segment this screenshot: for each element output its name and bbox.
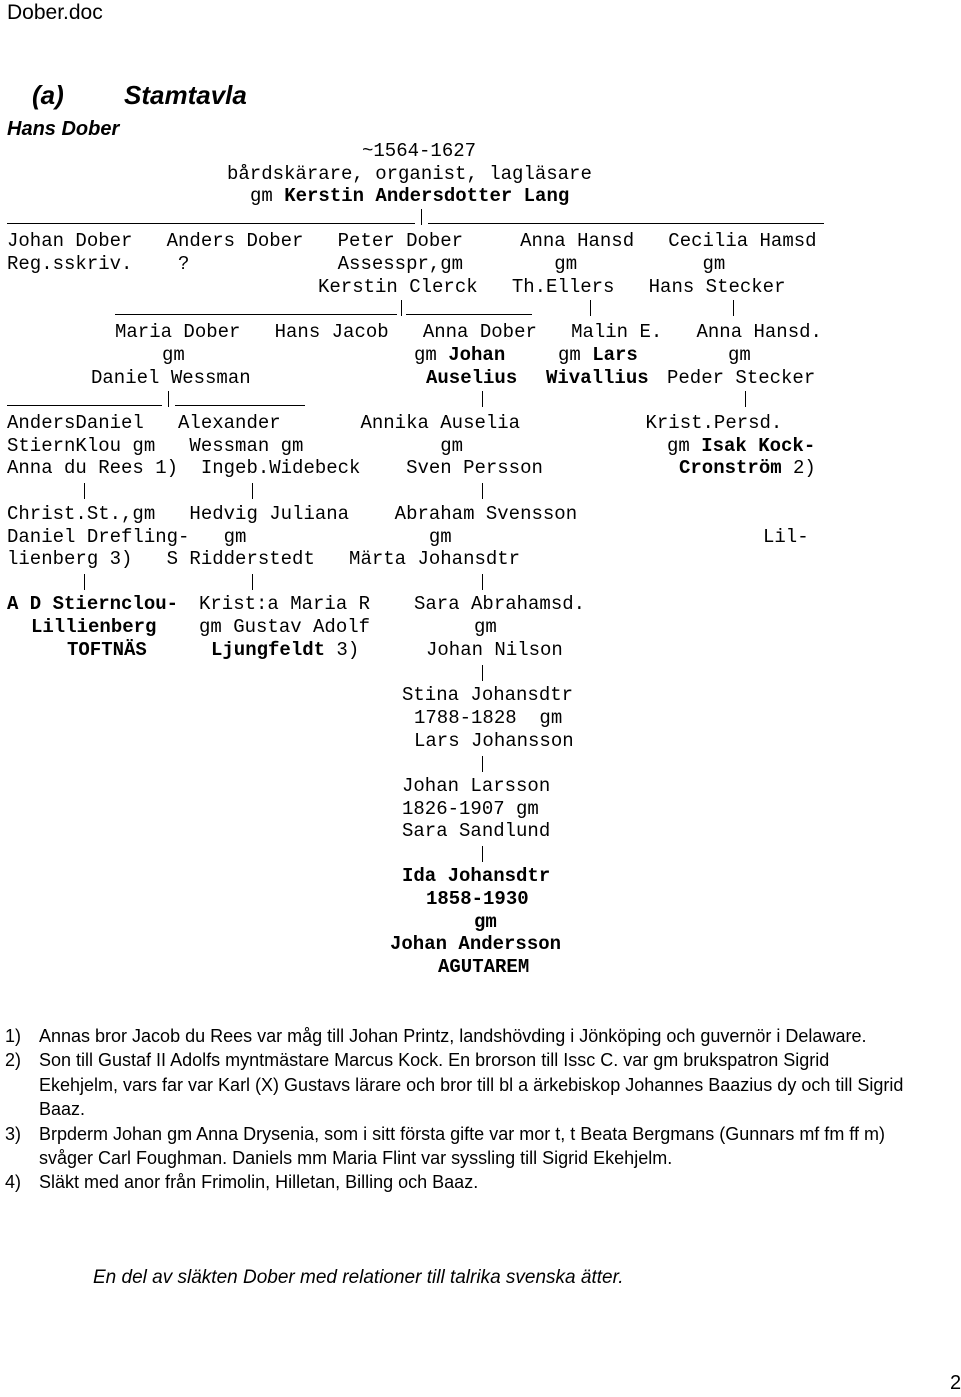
gen4-kock-gm: gm — [667, 435, 690, 457]
gen6-b-line2: gm Gustav Adolf — [199, 616, 371, 638]
root-spouse — [250, 185, 569, 208]
gen3-c-gm: gm — [558, 344, 581, 366]
gen3-c-spouse — [558, 344, 638, 367]
gen7-line3: Lars Johansson — [414, 730, 574, 752]
tree-connector — [482, 756, 483, 772]
tree-connector — [252, 574, 253, 590]
tree-connector — [421, 209, 422, 225]
gen6-b-line1: Krist:a Maria R — [199, 593, 371, 615]
gen4-gm-row: StiernKlou gm Wessman gm gm — [7, 435, 464, 457]
footnote — [5, 1170, 905, 1194]
tree-connector — [168, 391, 169, 407]
footnote-number: 1) — [5, 1026, 22, 1046]
gen9-line3: gm — [474, 911, 497, 933]
gen6-a-line2: Lillienberg — [31, 616, 157, 638]
gen5-lil: Lil- — [763, 526, 809, 548]
footnote — [5, 1024, 905, 1048]
gen2-notes: Reg.sskriv. ? Assesspr,gm gm gm — [7, 253, 726, 275]
tree-connector — [482, 391, 483, 407]
gen7-line2: 1788-1828 gm — [414, 707, 563, 729]
gen8-line1: Johan Larsson — [402, 775, 551, 797]
gen8-line2: 1826-1907 gm — [402, 798, 539, 820]
gen3-names: Maria Dober Hans Jacob Anna Dober Malin E. Anna Hansd. — [115, 321, 822, 343]
gen5-gm-row: Daniel Drefling- gm gm — [7, 526, 452, 548]
gen6-b-footnote-ref: 3) — [325, 639, 360, 661]
gen3-b-gm: gm — [414, 344, 437, 366]
gen9-line2: 1858-1930 — [426, 888, 529, 910]
tree-connector — [175, 405, 305, 406]
tree-connector — [252, 483, 253, 499]
root-spouse-gm: gm — [250, 185, 273, 207]
root-occupation: bårdskärare, organist, lagläsare — [227, 163, 592, 185]
section-title: Stamtavla — [124, 80, 247, 110]
gen4-kock-name: Isak Kock- — [701, 435, 816, 457]
document-filename: Dober.doc — [7, 1, 103, 24]
gen4-cronstrom — [679, 457, 816, 480]
footnote-number: 3) — [5, 1123, 22, 1144]
gen5-names: Christ.St.,gm Hedvig Juliana Abraham Svensson — [7, 503, 578, 525]
footnote-text: Son till Gustaf II Adolfs myntmästare Marcus Kock. En brorson till Issc C. var gm brukspatron Sigrid Ekehjelm, vars far var Karl (X) Gustavs lärare och bror till bl a ärkebiskop Johannes Baazius dy och till Sigrid Baaz. — [39, 1050, 904, 1120]
footnote — [5, 1122, 905, 1171]
gen2-names: Johan Dober Anders Dober Peter Dober Anna Hansd Cecilia Hamsd — [7, 230, 817, 252]
figure-caption: En del av släkten Dober med relationer till talrika svenska ätter. — [93, 1267, 624, 1288]
footnotes — [5, 1024, 905, 1195]
gen3-c-spouse-first: Lars — [592, 344, 638, 366]
gen6-c-line1: Sara Abrahamsd. — [414, 593, 586, 615]
footnote-text: Brpderm Johan gm Anna Drysenia, som i sitt första gifte var mor t, t Beata Bergmans (Gunnars mf fm ff m) svåger Carl Foughman. Daniels mm Maria Flint var syssling till Sigrid Ekehjelm. — [39, 1123, 885, 1169]
tree-connector — [7, 223, 415, 224]
gen9-line1: Ida Johansdtr — [402, 865, 551, 887]
gen3-b-spouse-last: Auselius — [426, 367, 518, 389]
gen8-line3: Sara Sandlund — [402, 820, 551, 842]
tree-connector — [115, 314, 397, 315]
tree-connector — [733, 300, 734, 316]
gen6-a-line3: TOFTNÄS — [67, 639, 147, 661]
gen5-spouses: lienberg 3) S Ridderstedt Märta Johansdtr — [7, 548, 521, 570]
footnote-text: Släkt med anor från Frimolin, Hilletan, Billing och Baaz. — [39, 1172, 479, 1193]
tree-root-name: Hans Dober — [7, 118, 120, 140]
tree-connector — [590, 300, 591, 316]
tree-connector — [482, 665, 483, 681]
tree-connector — [401, 300, 402, 316]
gen3-d-spouse: Peder Stecker — [667, 367, 816, 389]
gen3-a-spouse: Daniel Wessman — [91, 367, 251, 389]
tree-connector — [482, 574, 483, 590]
tree-connector — [482, 483, 483, 499]
section-heading — [32, 80, 247, 111]
gen4-kock — [667, 435, 815, 458]
tree-connector — [406, 314, 532, 315]
gen6-c-line3: Johan Nilson — [426, 639, 563, 661]
footnote-number: 4) — [5, 1172, 22, 1193]
tree-connector — [84, 574, 85, 590]
page-number: 2 — [950, 1372, 961, 1394]
tree-connector — [7, 405, 162, 406]
gen4-cronstrom-footnote-ref: 2) — [781, 457, 816, 479]
gen6-b-line3 — [211, 639, 359, 662]
gen6-b-spouse-last: Ljungfeldt — [211, 639, 326, 661]
gen4-names: AndersDaniel Alexander Annika Auselia Krist.Persd. — [7, 412, 783, 434]
gen4-spouses: Anna du Rees 1) Ingeb.Widebeck Sven Persson — [7, 457, 543, 479]
gen6-a-line1: A D Stiernclou- — [7, 593, 179, 615]
footnote — [5, 1048, 905, 1121]
gen9-line5: AGUTAREM — [438, 956, 530, 978]
gen9-line4: Johan Andersson — [390, 933, 562, 955]
gen7-line1: Stina Johansdtr — [402, 684, 574, 706]
section-label: (a) — [32, 80, 64, 110]
root-years: ~1564-1627 — [362, 140, 477, 162]
tree-connector — [482, 846, 483, 862]
gen3-b-spouse — [414, 344, 505, 367]
gen3-d-gm: gm — [728, 344, 751, 366]
gen3-a-gm: gm — [162, 344, 185, 366]
gen3-b-spouse-first: Johan — [448, 344, 506, 366]
footnote-text: Annas bror Jacob du Rees var måg till Johan Printz, landshövding i Jönköping och guvernör i Delaware. — [39, 1026, 867, 1046]
root-spouse-name: Kerstin Andersdotter Lang — [284, 185, 570, 207]
gen2-spouses: Kerstin Clerck Th.Ellers Hans Stecker — [318, 276, 786, 298]
gen6-c-line2: gm — [474, 616, 497, 638]
tree-connector — [745, 391, 746, 407]
tree-connector — [428, 223, 824, 224]
footnote-number: 2) — [5, 1050, 22, 1071]
tree-connector — [84, 483, 85, 499]
gen4-cronstrom-name: Cronström — [679, 457, 782, 479]
gen3-c-spouse-last: Wivallius — [546, 367, 649, 389]
